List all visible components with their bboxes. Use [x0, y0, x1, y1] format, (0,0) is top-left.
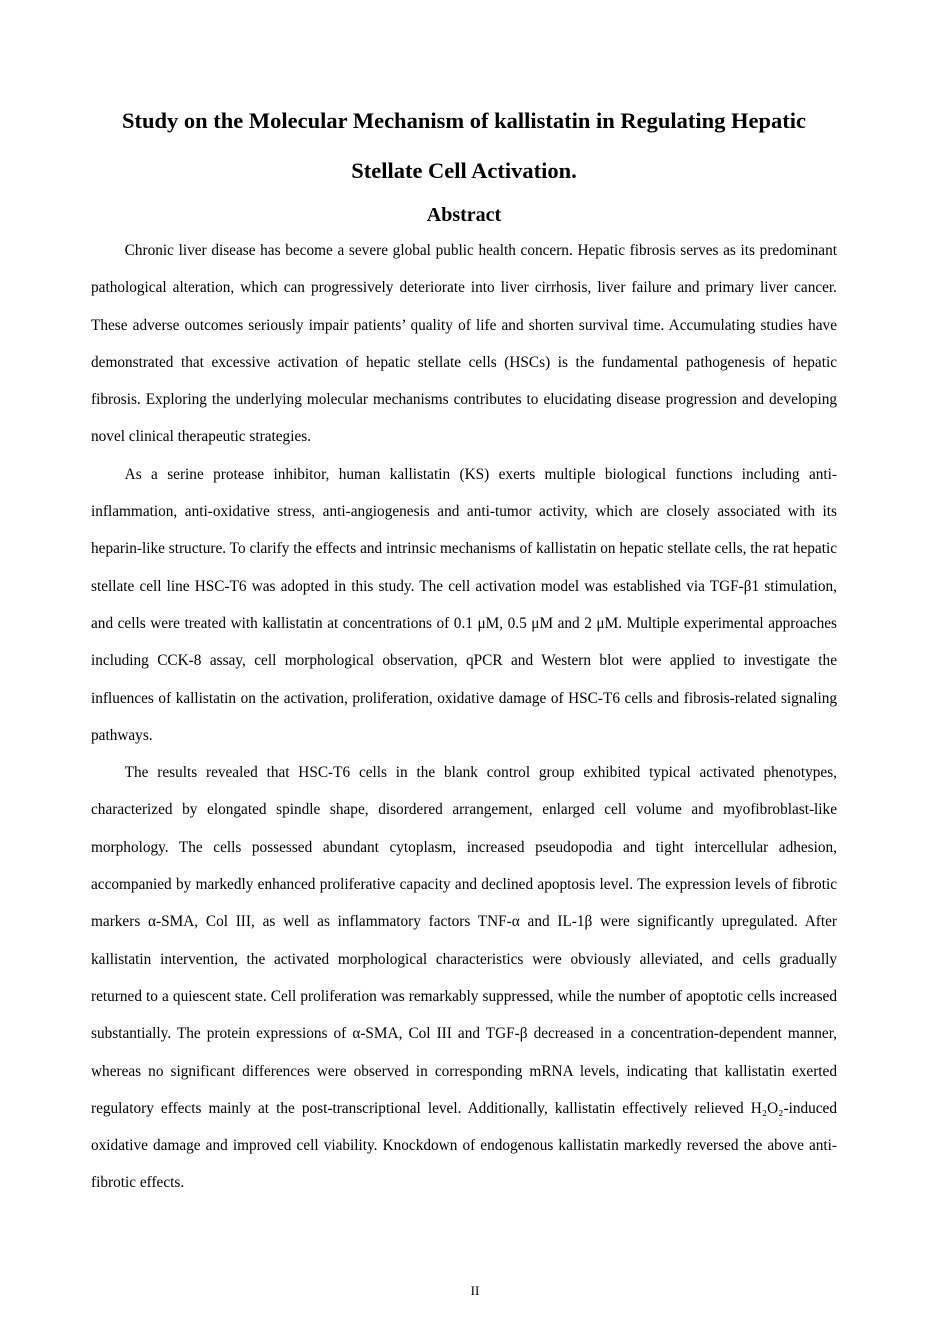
page-body — [91, 96, 837, 1202]
paper-title — [91, 96, 837, 196]
abstract-paragraph-1: Chronic liver disease has become a severe global public health concern. Hepatic fibrosis serves as its predominant pathological alteration, which can progressively deteriorate into liver cirrhosis, liver failure and primary liver cancer. These adverse outcomes seriously impair patients’ quality of life and shorten survival time. Accumulating studies have demonstrated that excessive activation of hepatic stellate cells (HSCs) is the fundamental pathogenesis of hepatic fibrosis. Exploring the underlying molecular mechanisms contributes to elucidating disease progression and developing novel clinical therapeutic strategies. — [91, 242, 837, 446]
title-line-1: Study on the Molecular Mechanism of kallistatin in Regulating Hepatic — [122, 108, 806, 133]
abstract-paragraph-2: As a serine protease inhibitor, human kallistatin (KS) exerts multiple biological functions including anti-inflammation, anti-oxidative stress, anti-angiogenesis and anti-tumor activity, which are closely associated with its heparin-like structure. To clarify the effects and intrinsic mechanisms of kallistatin on hepatic stellate cells, the rat hepatic stellate cell line HSC-T6 was adopted in this study. The cell activation model was established via TGF-β1 stimulation, and cells were treated with kallistatin at concentrations of 0.1 μM, 0.5 μM and 2 μM. Multiple experimental approaches including CCK-8 assay, cell morphological observation, qPCR and Western blot were applied to investigate the influences of kallistatin on the activation, proliferation, oxidative damage of HSC-T6 cells and fibrosis-related signaling pathways. — [91, 465, 837, 744]
abstract-heading: Abstract — [426, 204, 502, 226]
page-number: II — [470, 1283, 480, 1298]
abstract-paragraph-3: The results revealed that HSC-T6 cells in the blank control group exhibited typical activated phenotypes, characterized by elongated spindle shape, disordered arrangement, enlarged cell volume and myofibroblast-like morphology. The cells possessed abundant cytoplasm, increased pseudopodia and tight intercellular adhesion, accompanied by markedly enhanced proliferative capacity and declined apoptosis level. The expression levels of fibrotic markers α-SMA, Col III, as well as inflammatory factors TNF-α and IL-1β were significantly upregulated. After kallistatin intervention, the activated morphological characteristics were obviously alleviated, and cells gradually returned to a quiescent state. Cell proliferation was remarkably suppressed, while the number of apoptotic cells increased substantially. The protein expressions of α-SMA, Col III and TGF-β decreased in a concentration-dependent manner, whereas no significant differences were observed in corresponding mRNA levels, indicating that kallistatin exerted regulatory effects mainly at the post-transcriptional level. Additionally, kallistatin effectively relieved H₂O₂-induced oxidative damage and improved cell viability. Knockdown of endogenous kallistatin markedly reversed the above anti-fibrotic effects. — [91, 764, 837, 1192]
title-line-2: Stellate Cell Activation. — [351, 158, 577, 183]
